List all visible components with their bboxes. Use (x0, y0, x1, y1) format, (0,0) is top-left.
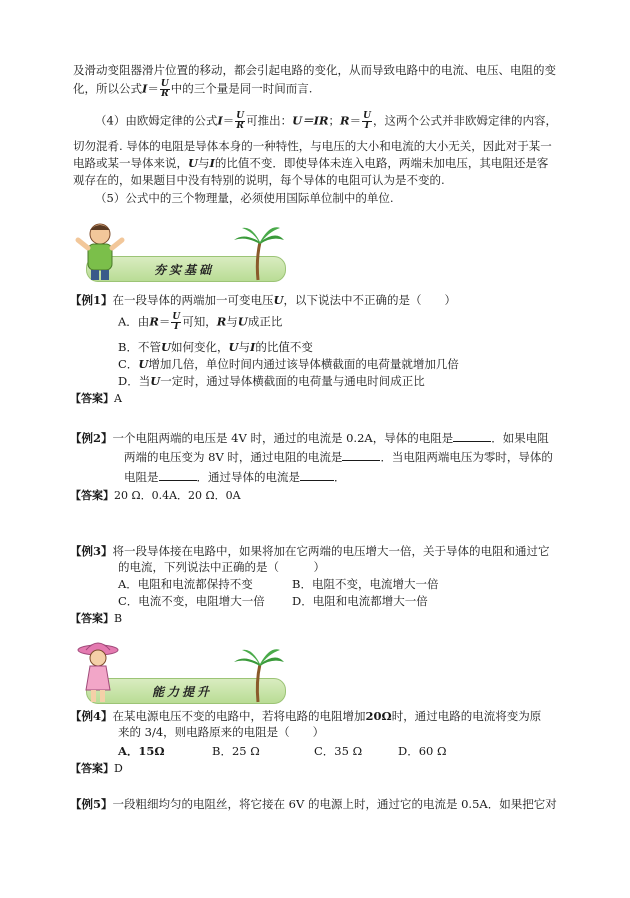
example-1-option-c: C．U增加几倍，单位时间内通过该导体横截面的电荷量就增加几倍 (118, 357, 459, 371)
example-2-line-3: 电阻是 ．通过导体的电流是 ． (124, 470, 346, 484)
example-3-line-2: 的电流，下列说法中正确的是（ ） (118, 560, 325, 574)
intro-line-2: 化，所以公式I＝ $\frac{U}{R}$ 中的三个量是同一时间而言. (73, 79, 313, 99)
example-3-option-b: B．电阻不变，电流增大一倍 (292, 577, 439, 591)
section-title-advanced: 能力提升 (152, 685, 213, 699)
example-4-answer: 【答案】D (70, 762, 123, 775)
example-3-option-a: A．电阻和电流都保持不变 (118, 577, 253, 591)
example-3-answer: 【答案】B (70, 612, 123, 625)
answer-blank[interactable] (453, 429, 491, 442)
formula-fraction: $\frac{U}{I}$ (363, 111, 371, 131)
palm-tree-icon (232, 646, 284, 704)
example-1-question: 【例1】在一段导体的两端加一可变电压U，以下说法中不正确的是（ ） (70, 293, 457, 307)
example-5-line-1: 【例5】一段粗细均匀的电阻丝，将它接在 6V 的电源上时，通过它的电流是 0.5A．如果把它对 (70, 797, 557, 811)
example-3-option-d: D．电阻和电流都增大一倍 (292, 594, 428, 608)
formula-fraction: $\frac{U}{I}$ (172, 312, 181, 332)
example-4-line-1: 【例4】在某电源电压不变的电路中，若将电路的电阻增加20Ω时，通过电路的电流将变为原 (70, 709, 542, 723)
section-banner-advanced (72, 640, 287, 706)
example-2-answer: 【答案】20 Ω．0.4A．20 Ω．0A (70, 489, 241, 502)
example-1-option-d: D．当U一定时，通过导体横截面的电荷量与通电时间成正比 (118, 374, 425, 388)
point-4-line-4: 观存在的，如果题目中没有特别的说明，每个导体的电阻可认为是不变的. (73, 173, 445, 187)
palm-tree-icon (232, 224, 284, 282)
example-1-answer: 【答案】A (70, 392, 122, 405)
point-4-line-3: 电路或某一导体来说，U与I的比值不变．即使导体未连入电路，两端未加电压，其电阻还是客 (73, 156, 549, 170)
example-4-option-b: B．25 Ω (212, 744, 260, 758)
section-title-basics: 夯实基础 (154, 263, 215, 277)
answer-blank[interactable] (159, 468, 197, 481)
example-2-line-1: 【例2】一个电阻两端的电压是 4V 时，通过的电流是 0.2A，导体的电阻是 ．如果电阻 (70, 431, 549, 445)
answer-blank[interactable] (342, 448, 380, 461)
example-4-option-c: C．35 Ω (314, 744, 363, 758)
example-3-option-c: C．电流不变，电阻增大一倍 (118, 594, 265, 608)
formula-fraction: $\frac{U}{R}$ (236, 111, 245, 131)
formula-fraction: $\frac{U}{R}$ (160, 79, 169, 99)
example-2-line-2: 两端的电压变为 8V 时，通过电阻的电流是 ．当电阻两端电压为零时，导体的 (124, 450, 553, 464)
example-4-option-a: A．15Ω (118, 744, 165, 758)
example-3-line-1: 【例3】将一段导体接在电路中，如果将加在它两端的电压增大一倍，关于导体的电阻和通过它 (70, 544, 550, 558)
example-1-option-a: A．由R＝ $\frac{U}{I}$ 可知，R与U成正比 (118, 312, 283, 332)
intro-line-1: 及滑动变阻器滑片位置的移动，都会引起电路的变化，从而导致电路中的电流、电压、电阻的变 (73, 63, 556, 77)
point-4-line-2: 切勿混肴. 导体的电阻是导体本身的一种特性，与电压的大小和电流的大小无关，因此对于某一 (73, 139, 552, 153)
example-4-line-2: 来的 3/4，则电路原来的电阻是（ ） (118, 725, 325, 739)
answer-blank[interactable] (300, 468, 334, 481)
point-4-line-1: （4）由欧姆定律的公式I＝ $\frac{U}{R}$ 可推出：U＝IR；R＝ $\frac{U}{I}$ ，这两个公式并非欧姆定律的内容， (95, 111, 557, 131)
section-banner-basics (72, 218, 287, 284)
point-5-line: （5）公式中的三个物理量，必须使用国际单位制中的单位. (95, 191, 394, 205)
example-4-option-d: D．60 Ω (398, 744, 447, 758)
example-1-option-b: B．不管U如何变化，U与I的比值不变 (118, 340, 313, 354)
